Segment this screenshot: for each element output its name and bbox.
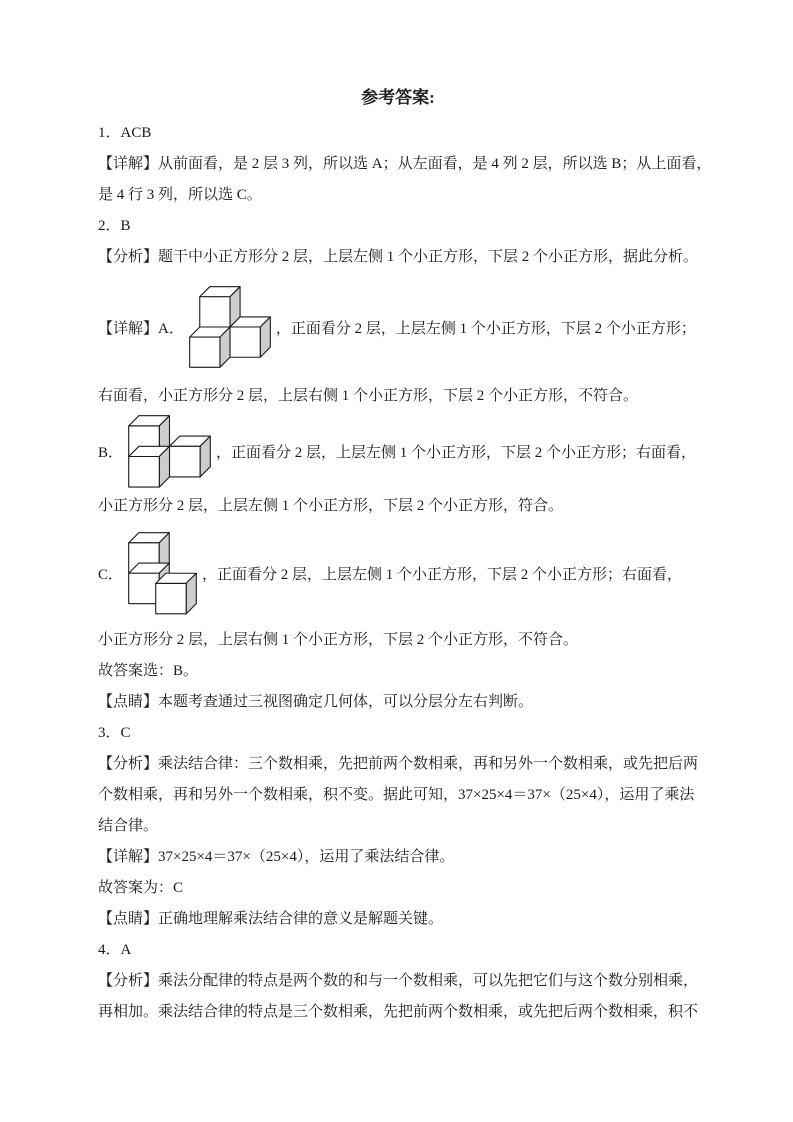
cube-front-face — [170, 446, 201, 477]
cube-front-face — [230, 327, 260, 357]
cube-front-face — [190, 337, 220, 367]
page-title: 参考答案: — [361, 88, 435, 107]
answer-text-line: 结合律。 — [98, 818, 159, 835]
option-c-label: C． — [98, 566, 124, 583]
answer-text-line: 【详解】从前面看，是 2 层 3 列，所以选 A；从左面看，是 4 列 2 层，所以选 B；从上面看， — [98, 156, 712, 172]
answer-text-line: 2．B — [98, 218, 131, 234]
answer-text-line: 小正方形分 2 层，上层右侧 1 个小正方形，下层 2 个小正方形，不符合。 — [98, 632, 579, 649]
answer-text-line: 个数相乘，再和另外一个数相乘，积不变。据此可知，37×25×4＝37×（25×4），运用了乘法 — [98, 787, 695, 804]
answer-text-line: 再相加。乘法结合律的特点是三个数相乘，先把前两个数相乘，或先把后两个数相乘，积不 — [98, 1004, 699, 1021]
answer-text-line: 【详解】37×25×4＝37×（25×4），运用了乘法结合律。 — [98, 849, 455, 866]
option-c-row — [98, 531, 698, 616]
cube — [156, 573, 197, 614]
answer-text-line: 【分析】乘法分配律的特点是两个数的和与一个数相乘，可以先把它们与这个数分别相乘， — [98, 973, 699, 990]
cube — [170, 436, 211, 477]
answer-content — [98, 118, 712, 1028]
option-c-text: ，正面看分 2 层，上层左侧 1 个小正方形，下层 2 个小正方形；右面看， — [202, 566, 683, 583]
answer-text-line: 是 4 行 3 列，所以选 C。 — [98, 187, 262, 203]
option-a-text: ，正面看分 2 层，上层左侧 1 个小正方形，下层 2 个小正方形； — [275, 320, 696, 337]
cube — [230, 317, 270, 357]
cube-front-face — [129, 573, 159, 603]
option-b-label: B． — [98, 444, 124, 461]
cube-front-face — [129, 456, 160, 487]
answer-text-line: 小正方形分 2 层，上层左侧 1 个小正方形，下层 2 个小正方形，符合。 — [98, 497, 564, 514]
option-c-cubes-figure — [127, 531, 198, 616]
answer-text-line: 3．C — [98, 725, 131, 742]
answer-text-line: 右面看，小正方形分 2 层，上层右侧 1 个小正方形，下层 2 个小正方形，不符合。 — [98, 388, 639, 404]
answer-text-line: 故答案选：B。 — [98, 663, 199, 680]
cube-front-face — [156, 583, 186, 613]
option-a-label: 【详解】A． — [98, 320, 184, 337]
answer-text-line: 故答案为：C — [98, 880, 184, 897]
answer-text-line: 【点睛】本题考查通过三视图确定几何体，可以分层分左右判断。 — [98, 694, 534, 711]
cube — [129, 446, 170, 487]
answer-text-line: 4．A — [98, 942, 132, 959]
option-b-row — [98, 414, 698, 489]
option-b-text: ，正面看分 2 层，上层左侧 1 个小正方形，下层 2 个小正方形；右面看， — [216, 444, 697, 461]
option-b-cubes-figure — [127, 414, 212, 489]
cube — [190, 327, 230, 367]
cube — [200, 287, 240, 327]
cube-front-face — [200, 297, 230, 327]
option-a-cubes-figure — [188, 285, 272, 369]
answer-text-line: 【分析】乘法结合律：三个数相乘，先把前两个数相乘，再和另外一个数相乘，或先把后两 — [98, 756, 699, 773]
answer-text-line: 1．ACB — [98, 125, 152, 141]
answer-text-line: 【点睛】正确地理解乘法结合律的意义是解题关键。 — [98, 911, 444, 928]
option-a-row — [98, 285, 698, 369]
answer-text-line: 【分析】题干中小正方形分 2 层，上层左侧 1 个小正方形，下层 2 个小正方形，据此分析。 — [98, 249, 699, 265]
